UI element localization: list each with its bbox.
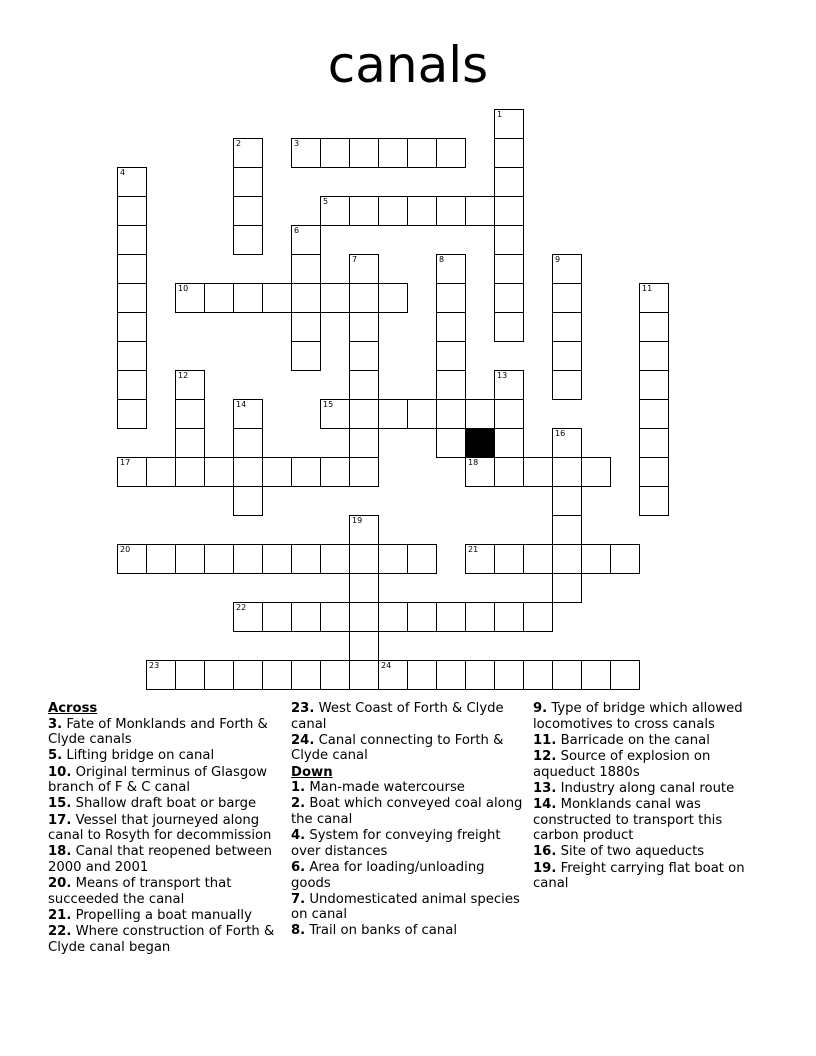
grid-cell[interactable]	[146, 457, 176, 487]
clue-item	[533, 733, 765, 749]
grid-cell[interactable]	[494, 225, 524, 255]
grid-cell[interactable]	[204, 457, 234, 487]
grid-cell[interactable]	[552, 573, 582, 603]
grid-cell[interactable]	[494, 544, 524, 574]
grid-cell[interactable]	[552, 515, 582, 545]
clue-section-heading: Down	[291, 764, 333, 780]
clue-item-text: Industry along canal route	[556, 780, 735, 796]
grid-cell[interactable]	[291, 254, 321, 284]
clue-item	[533, 701, 765, 732]
grid-cell[interactable]	[407, 196, 437, 226]
grid-cell[interactable]	[523, 602, 553, 632]
clue-item-text: West Coast of Forth & Clyde canal	[291, 701, 504, 732]
grid-cell[interactable]	[639, 486, 669, 516]
grid-cell[interactable]	[320, 660, 350, 690]
clue-item-number: 5.	[48, 748, 63, 764]
clue-item-text: Propelling a boat manually	[71, 907, 252, 923]
clue-number: 20	[120, 545, 131, 554]
clue-item-number: 12.	[533, 748, 557, 764]
clue-item	[48, 876, 280, 907]
grid-cell[interactable]	[436, 312, 466, 342]
grid-cell[interactable]	[465, 660, 495, 690]
clue-item-number: 3.	[48, 716, 63, 732]
grid-cell[interactable]	[146, 544, 176, 574]
grid-cell[interactable]	[233, 457, 263, 487]
clue-column-middle	[291, 701, 523, 940]
grid-cell[interactable]	[117, 283, 147, 313]
grid-cell[interactable]	[494, 254, 524, 284]
clue-column-across	[48, 701, 280, 956]
clue-item-text: Canal connecting to Forth & Clyde canal	[291, 732, 504, 764]
grid-cell[interactable]	[117, 254, 147, 284]
clue-item-number: 24.	[291, 732, 315, 748]
clue-item-number: 16.	[533, 844, 557, 860]
clue-item-text: Site of two aqueducts	[556, 844, 705, 860]
grid-cell[interactable]	[552, 341, 582, 371]
grid-cell[interactable]	[378, 196, 408, 226]
clue-number: 5	[323, 197, 329, 206]
grid-cell[interactable]	[175, 370, 205, 400]
grid-cell[interactable]	[552, 312, 582, 342]
grid-cell[interactable]	[523, 457, 553, 487]
clue-item-text: Original terminus of Glasgow branch of F & C canal	[48, 764, 268, 796]
clue-item-text: Where construction of Forth & Clyde canal began	[48, 924, 275, 955]
grid-cell[interactable]	[465, 457, 495, 487]
grid-cell[interactable]	[262, 283, 292, 313]
grid-cell[interactable]	[494, 312, 524, 342]
grid-cell[interactable]	[291, 283, 321, 313]
clue-item	[48, 717, 280, 748]
clue-item	[291, 892, 523, 923]
clue-item-number: 1.	[291, 780, 306, 796]
grid-cell[interactable]	[407, 399, 437, 429]
grid-cell[interactable]	[320, 602, 350, 632]
grid-cell[interactable]	[117, 457, 147, 487]
grid-cell[interactable]	[494, 283, 524, 313]
grid-cell[interactable]	[494, 457, 524, 487]
clue-number: 4	[120, 168, 126, 177]
grid-cell[interactable]	[552, 283, 582, 313]
grid-cell[interactable]	[349, 341, 379, 371]
clue-number: 6	[294, 226, 300, 235]
grid-cell[interactable]	[639, 370, 669, 400]
grid-cell[interactable]	[349, 254, 379, 284]
grid-cell[interactable]	[407, 138, 437, 168]
clue-item	[533, 861, 765, 892]
clue-item-number: 18.	[48, 844, 72, 860]
clue-number: 17	[120, 458, 131, 467]
grid-cell[interactable]	[494, 399, 524, 429]
clue-item-number: 4.	[291, 828, 306, 844]
grid-cell[interactable]	[494, 167, 524, 197]
clue-item	[48, 748, 280, 764]
clue-number: 16	[555, 429, 566, 438]
grid-cell[interactable]	[349, 631, 379, 661]
grid-cell[interactable]	[465, 602, 495, 632]
grid-cell[interactable]	[291, 660, 321, 690]
clue-item-text: Trail on banks of canal	[305, 923, 457, 939]
grid-cell[interactable]	[262, 544, 292, 574]
grid-cell[interactable]	[436, 399, 466, 429]
grid-cell[interactable]	[349, 544, 379, 574]
grid-cell[interactable]	[494, 196, 524, 226]
grid-cell[interactable]	[349, 283, 379, 313]
clue-item-text: Vessel that journeyed along canal to Rosyth for decommission	[48, 812, 272, 844]
grid-cell[interactable]	[233, 399, 263, 429]
clue-item-text: Monklands canal was constructed to transport this carbon product	[533, 796, 723, 844]
clue-item-text: Shallow draft boat or barge	[71, 796, 257, 812]
grid-cell[interactable]	[320, 196, 350, 226]
grid-cell[interactable]	[320, 283, 350, 313]
grid-cell[interactable]	[523, 544, 553, 574]
clue-item	[291, 796, 523, 827]
grid-cell[interactable]	[117, 544, 147, 574]
grid-cell[interactable]	[262, 660, 292, 690]
clue-item-number: 7.	[291, 891, 306, 907]
puzzle-title: canals	[327, 36, 489, 94]
grid-cell[interactable]	[436, 341, 466, 371]
grid-cell[interactable]	[349, 515, 379, 545]
grid-cell[interactable]	[552, 254, 582, 284]
grid-cell[interactable]	[204, 283, 234, 313]
grid-cell[interactable]	[146, 660, 176, 690]
grid-cell[interactable]	[552, 544, 582, 574]
clue-item-number: 21.	[48, 907, 72, 923]
grid-cell[interactable]	[117, 196, 147, 226]
clue-number: 7	[352, 255, 358, 264]
clue-item	[291, 780, 523, 796]
clue-item-number: 8.	[291, 923, 306, 939]
clue-number: 11	[642, 284, 653, 293]
clue-item	[291, 701, 523, 732]
grid-cell[interactable]	[320, 138, 350, 168]
clue-number: 19	[352, 516, 363, 525]
grid-cell[interactable]	[204, 544, 234, 574]
grid-cell[interactable]	[117, 167, 147, 197]
grid-cell[interactable]	[233, 486, 263, 516]
grid-cell[interactable]	[117, 225, 147, 255]
grid-cell[interactable]	[436, 283, 466, 313]
grid-cell[interactable]	[436, 370, 466, 400]
grid-cell[interactable]	[407, 660, 437, 690]
grid-cell[interactable]	[175, 660, 205, 690]
clue-item	[533, 844, 765, 860]
grid-cell[interactable]	[378, 602, 408, 632]
clue-item	[48, 765, 280, 796]
grid-cell[interactable]	[465, 196, 495, 226]
grid-cell[interactable]	[320, 399, 350, 429]
grid-cell[interactable]	[378, 283, 408, 313]
clue-item	[48, 813, 280, 844]
clue-item	[533, 749, 765, 780]
clue-item	[48, 844, 280, 875]
clue-item-text: Freight carrying flat boat on canal	[533, 860, 745, 892]
grid-cell[interactable]	[552, 457, 582, 487]
grid-cell[interactable]	[552, 486, 582, 516]
clue-item-number: 15.	[48, 796, 72, 812]
grid-cell[interactable]	[552, 428, 582, 458]
grid-cell[interactable]	[494, 660, 524, 690]
grid-cell[interactable]	[291, 341, 321, 371]
grid-cell[interactable]	[349, 196, 379, 226]
grid-cell[interactable]	[233, 283, 263, 313]
grid-cell[interactable]	[581, 544, 611, 574]
clue-item-number: 19.	[533, 860, 557, 876]
grid-cell[interactable]	[552, 660, 582, 690]
grid-cell[interactable]	[233, 225, 263, 255]
clue-item-text: System for conveying freight over distances	[291, 828, 501, 859]
clue-number: 12	[178, 371, 189, 380]
grid-cell[interactable]	[407, 602, 437, 632]
clue-number: 13	[497, 371, 508, 380]
clue-item	[291, 733, 523, 764]
grid-cell[interactable]	[436, 428, 466, 458]
clue-item-number: 23.	[291, 701, 315, 716]
grid-cell[interactable]	[175, 399, 205, 429]
grid-cell[interactable]	[436, 660, 466, 690]
clue-item-text: Canal that reopened between 2000 and 2001	[48, 844, 272, 875]
black-square	[465, 428, 495, 458]
clue-item-number: 2.	[291, 796, 306, 812]
grid-cell[interactable]	[639, 341, 669, 371]
grid-cell[interactable]	[291, 602, 321, 632]
grid-cell[interactable]	[349, 138, 379, 168]
clue-item-text: Undomesticated animal species on canal	[291, 891, 520, 923]
grid-cell[interactable]	[262, 457, 292, 487]
clue-number: 22	[236, 603, 247, 612]
clue-item	[48, 908, 280, 924]
grid-cell[interactable]	[262, 602, 292, 632]
grid-cell[interactable]	[465, 399, 495, 429]
clue-item-text: Boat which conveyed coal along the canal	[291, 796, 523, 827]
grid-cell[interactable]	[436, 254, 466, 284]
grid-cell[interactable]	[117, 399, 147, 429]
grid-cell[interactable]	[494, 138, 524, 168]
clue-number: 18	[468, 458, 479, 467]
grid-cell[interactable]	[378, 399, 408, 429]
grid-cell[interactable]	[378, 138, 408, 168]
grid-cell[interactable]	[436, 602, 466, 632]
grid-cell[interactable]	[349, 370, 379, 400]
clue-item-text: Barricade on the canal	[556, 732, 710, 748]
grid-cell[interactable]	[378, 660, 408, 690]
clue-item-number: 13.	[533, 780, 557, 796]
grid-cell[interactable]	[494, 428, 524, 458]
grid-cell[interactable]	[349, 602, 379, 632]
clue-item-number: 6.	[291, 859, 306, 875]
grid-cell[interactable]	[639, 283, 669, 313]
grid-cell[interactable]	[523, 660, 553, 690]
grid-cell[interactable]	[494, 109, 524, 139]
clue-number: 3	[294, 139, 300, 148]
grid-cell[interactable]	[233, 167, 263, 197]
grid-cell[interactable]	[349, 399, 379, 429]
grid-cell[interactable]	[639, 399, 669, 429]
grid-cell[interactable]	[233, 138, 263, 168]
grid-cell[interactable]	[610, 660, 640, 690]
grid-cell[interactable]	[233, 660, 263, 690]
grid-cell[interactable]	[349, 573, 379, 603]
grid-cell[interactable]	[233, 196, 263, 226]
grid-cell[interactable]	[494, 370, 524, 400]
grid-cell[interactable]	[581, 660, 611, 690]
clue-number: 2	[236, 139, 242, 148]
clue-number: 9	[555, 255, 561, 264]
grid-cell[interactable]	[291, 312, 321, 342]
grid-cell[interactable]	[291, 138, 321, 168]
clue-number: 23	[149, 661, 160, 670]
grid-cell[interactable]	[233, 602, 263, 632]
grid-cell[interactable]	[291, 544, 321, 574]
clue-item	[48, 796, 280, 812]
clue-number: 24	[381, 661, 392, 670]
grid-cell[interactable]	[378, 544, 408, 574]
clue-number: 15	[323, 400, 334, 409]
clue-item-text: Area for loading/unloading goods	[291, 859, 485, 891]
grid-cell[interactable]	[291, 225, 321, 255]
clue-number: 21	[468, 545, 479, 554]
grid-cell[interactable]	[117, 341, 147, 371]
grid-cell[interactable]	[639, 457, 669, 487]
clue-item-number: 17.	[48, 812, 72, 828]
grid-cell[interactable]	[291, 457, 321, 487]
clue-number: 1	[497, 110, 503, 119]
grid-cell[interactable]	[204, 660, 234, 690]
grid-cell[interactable]	[117, 370, 147, 400]
grid-cell[interactable]	[639, 428, 669, 458]
grid-cell[interactable]	[175, 283, 205, 313]
grid-cell[interactable]	[639, 312, 669, 342]
grid-cell[interactable]	[465, 544, 495, 574]
grid-cell[interactable]	[175, 544, 205, 574]
grid-cell[interactable]	[349, 457, 379, 487]
clue-item	[291, 860, 523, 891]
clue-number: 10	[178, 284, 189, 293]
clue-column-right	[533, 701, 765, 892]
clue-number: 8	[439, 255, 445, 264]
clue-item-number: 14.	[533, 796, 557, 812]
clue-item-text: Means of transport that succeeded the canal	[48, 876, 232, 907]
clue-item-text: Lifting bridge on canal	[62, 748, 215, 764]
grid-cell[interactable]	[320, 457, 350, 487]
clue-item-number: 22.	[48, 924, 72, 940]
grid-cell[interactable]	[175, 428, 205, 458]
clue-section-heading: Across	[48, 701, 98, 716]
clue-item	[291, 923, 523, 939]
clue-item-text: Fate of Monklands and Forth & Clyde canals	[48, 716, 268, 748]
clue-item-text: Man-made watercourse	[305, 780, 465, 796]
clue-item-text: Source of explosion on aqueduct 1880s	[533, 748, 711, 780]
grid-cell[interactable]	[552, 370, 582, 400]
clue-item-number: 9.	[533, 701, 548, 716]
grid-cell[interactable]	[436, 138, 466, 168]
clue-item	[48, 924, 280, 955]
grid-cell[interactable]	[349, 660, 379, 690]
grid-cell[interactable]	[581, 457, 611, 487]
clue-item-number: 11.	[533, 732, 557, 748]
clue-item-number: 20.	[48, 876, 72, 892]
clue-item	[533, 797, 765, 844]
grid-cell[interactable]	[349, 312, 379, 342]
clue-item	[291, 828, 523, 859]
grid-cell[interactable]	[436, 196, 466, 226]
clue-item-text: Type of bridge which allowed locomotives to cross canals	[533, 701, 743, 732]
grid-cell[interactable]	[117, 312, 147, 342]
grid-cell[interactable]	[407, 544, 437, 574]
grid-cell[interactable]	[494, 602, 524, 632]
clue-number: 14	[236, 400, 247, 409]
grid-cell[interactable]	[610, 544, 640, 574]
grid-cell[interactable]	[233, 428, 263, 458]
clue-item	[533, 781, 765, 797]
clue-item-number: 10.	[48, 764, 72, 780]
grid-cell[interactable]	[320, 544, 350, 574]
grid-cell[interactable]	[233, 544, 263, 574]
grid-cell[interactable]	[175, 457, 205, 487]
grid-cell[interactable]	[349, 428, 379, 458]
